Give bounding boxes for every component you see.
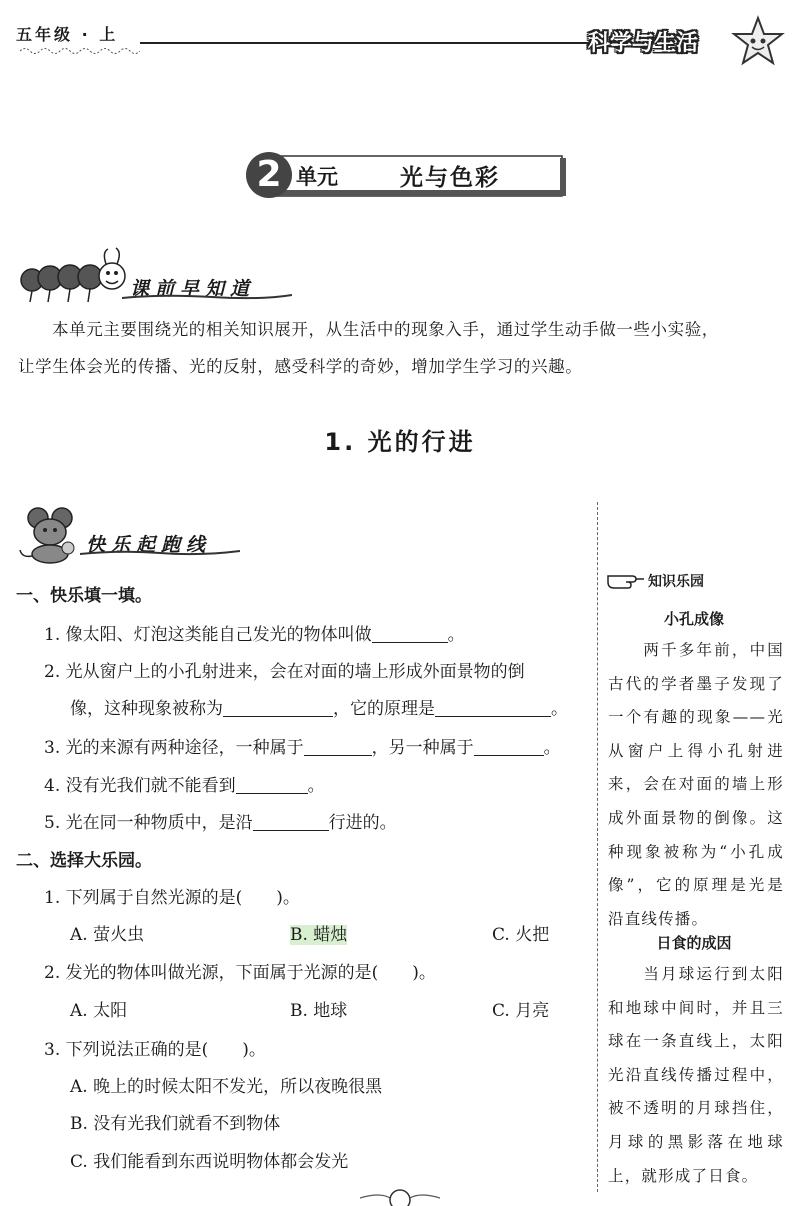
sidebar-topic-pinhole: 小孔成像 [663, 610, 724, 628]
lesson-title: 1. 光的行进 [324, 428, 476, 456]
star-mascot-icon [730, 14, 786, 70]
question-text: 光的来源有两种途径，一种属于 [65, 738, 304, 758]
question-end: 。 [551, 699, 568, 719]
fill-question-1 [44, 620, 465, 645]
fill-section-heading: 一、快乐填一填。 [16, 586, 152, 606]
question-text: ，另一种属于 [371, 738, 474, 758]
question-number: 3. [44, 738, 61, 758]
start-banner-underline [80, 548, 240, 558]
question-text: 像太阳、灯泡这类能自己发光的物体叫做 [65, 625, 372, 645]
question-number: 2. [44, 662, 61, 682]
fill-question-5 [44, 808, 397, 833]
series-title: 科学与生活 [588, 31, 699, 56]
choice-2-option-c[interactable]: C. 月亮 [492, 1001, 550, 1021]
question-text: 像，这种现象被称为 [70, 699, 223, 719]
fill-question-2-cont [70, 694, 568, 719]
preview-banner-title: 课前早知道 [130, 278, 256, 300]
header-wave-decoration [20, 46, 140, 56]
fill-question-3 [44, 733, 561, 758]
sidebar-heading: 知识乐园 [648, 574, 704, 590]
preview-banner-underline [122, 292, 292, 302]
choice-1-option-a[interactable]: A. 萤火虫 [70, 925, 145, 945]
question-text: 下列属于自然光源的是( )。 [65, 888, 300, 908]
question-number: 1. [44, 625, 61, 645]
column-divider [597, 502, 598, 1192]
question-number: 5. [44, 813, 61, 833]
question-number: 3. [44, 1040, 61, 1060]
question-number: 1. [44, 888, 61, 908]
choice-1-option-c[interactable]: C. 火把 [492, 925, 550, 945]
sidebar-text-pinhole: 两千多年前，中国古代的学者墨子发现了一个有趣的现象——光从窗户上得小孔射进来，会在对面的墙上形成外面景物的倒像。这种现象被称为“小孔成像”，它的原理是光是沿直线传播。 [608, 641, 784, 928]
fill-question-4 [44, 771, 325, 796]
question-text: ，它的原理是 [333, 699, 435, 719]
choice-1-option-b[interactable] [290, 920, 347, 945]
answer-blank[interactable] [372, 624, 448, 643]
answer-blank[interactable] [253, 812, 329, 831]
answer-blank[interactable] [223, 698, 333, 717]
choice-3-option-c[interactable]: C. 我们能看到东西说明物体都会发光 [70, 1152, 349, 1172]
choice-3-option-a[interactable]: A. 晚上的时候太阳不发光，所以夜晚很黑 [70, 1077, 383, 1097]
sidebar-text-eclipse: 当月球运行到太阳和地球中间时，并且三球在一条直线上，太阳光沿直线传播过程中，被不透明的月球挡住，月球的黑影落在地球上，就形成了日食。 [608, 965, 784, 1185]
answer-blank[interactable] [304, 737, 372, 756]
question-text: 行进的。 [328, 813, 397, 833]
question-text: 没有光我们就不能看到 [65, 776, 236, 796]
choice-question-2 [44, 958, 436, 983]
answer-blank[interactable] [236, 775, 308, 794]
choice-2-option-b[interactable]: B. 地球 [290, 1001, 348, 1021]
answer-blank[interactable] [435, 698, 551, 717]
question-number: 2. [44, 963, 61, 983]
question-end: 。 [447, 625, 465, 645]
sidebar-topic-eclipse: 日食的成因 [656, 934, 732, 952]
choice-section-heading: 二、选择大乐园。 [16, 851, 152, 871]
question-end: 。 [307, 776, 325, 796]
grade-label: 五年级 · 上 [16, 25, 119, 44]
choice-question-1 [44, 883, 300, 908]
pointing-hand-icon [606, 568, 646, 592]
caterpillar-icon [18, 246, 128, 308]
answer-blank[interactable] [474, 737, 544, 756]
question-text: 光在同一种物质中，是沿 [65, 813, 253, 833]
unit-number-badge: 2 [246, 152, 292, 198]
choice-2-option-a[interactable]: A. 太阳 [70, 1001, 128, 1021]
header-rule [140, 42, 590, 44]
choice-question-3 [44, 1035, 266, 1060]
start-banner-title: 快乐起跑线 [86, 534, 212, 556]
question-number: 4. [44, 776, 61, 796]
unit-label: 单元 [296, 165, 338, 189]
question-end: 。 [543, 738, 561, 758]
preview-paragraph-line-2: 让学生体会光的传播、光的反射，感受科学的奇妙，增加学生学习的兴趣。 [18, 357, 583, 376]
question-text: 光从窗户上的小孔射进来，会在对面的墙上形成外面景物的倒 [65, 662, 525, 682]
choice-3-option-b[interactable]: B. 没有光我们就看不到物体 [70, 1114, 281, 1134]
unit-topic: 光与色彩 [400, 165, 500, 191]
question-text: 下列说法正确的是( )。 [65, 1040, 266, 1060]
fill-question-2 [44, 657, 525, 682]
option-text: B. 蜡烛 [290, 925, 348, 945]
page-number-ornament [360, 1186, 440, 1206]
question-text: 发光的物体叫做光源，下面属于光源的是( )。 [65, 963, 436, 983]
preview-paragraph-line-1: 本单元主要围绕光的相关知识展开，从生活中的现象入手，通过学生动手做一些小实验， [52, 320, 719, 339]
